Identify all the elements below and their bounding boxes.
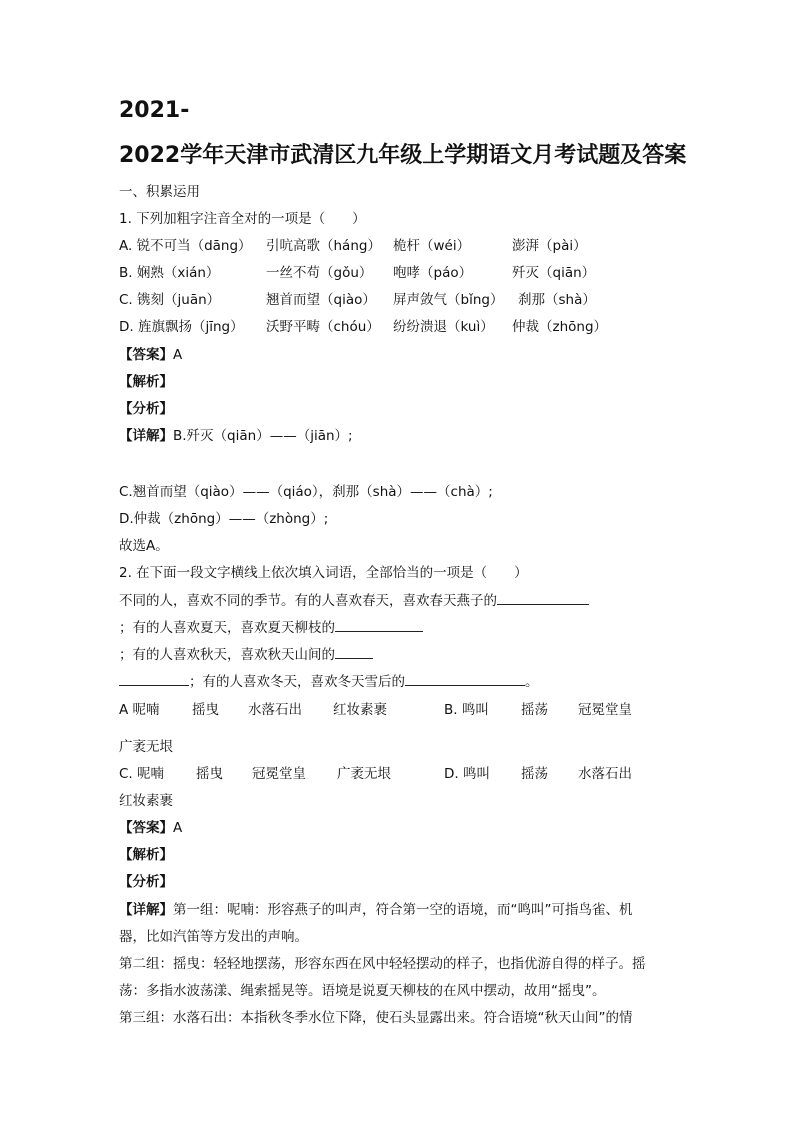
q2-passage-line-1: 不同的人，喜欢不同的季节。有的人喜欢春天，喜欢春天燕子的	[119, 589, 589, 609]
q1-option-b4: 歼灭（qiān）	[512, 265, 596, 281]
q2-passage-line-3: ；有的人喜欢秋天，喜欢秋天山间的	[119, 643, 373, 663]
q1-option-c4: 刹那（shà）	[518, 292, 596, 308]
q1-analysis-tag: 【解析】	[119, 374, 173, 390]
q2-option-d4: 红妆素裹	[119, 793, 173, 809]
q2-option-d3: 水落石出	[578, 766, 632, 782]
q2-option-a2: 摇曳	[192, 702, 219, 718]
q1-option-d3: 纷纷溃退（kuì）	[393, 319, 494, 335]
q1-option-b3: 咆哮（páo）	[393, 265, 473, 281]
q2-option-c4: 广袤无垠	[337, 766, 391, 782]
q1-option-d1: D. 旌旗飘扬（jīng）	[119, 319, 244, 335]
q2-option-b2: 摇荡	[521, 702, 548, 718]
q2-passage-line-2: ；有的人喜欢夏天，喜欢夏天柳枝的	[119, 616, 423, 636]
q2-option-a4: 红妆素裹	[333, 702, 387, 718]
q1-option-c3: 屏声敛气（bǐng）	[393, 292, 504, 308]
fill-blank-3a	[335, 644, 373, 659]
q2-detail-line-1: 【详解】第一组：呢喃：形容燕子的叫声，符合第一空的语境，而“鸣叫”可指鸟雀、机	[119, 902, 633, 918]
q2-option-a1: A 呢喃	[119, 702, 160, 718]
q1-option-d2: 沃野平畴（chóu）	[266, 319, 380, 335]
fill-blank-3b	[119, 671, 189, 686]
q2-stem: 2. 在下面一段文字横线上依次填入词语，全部恰当的一项是（ ）	[119, 565, 528, 581]
q2-option-c2: 摇曳	[196, 766, 223, 782]
q2-option-a3: 水落石出	[248, 702, 302, 718]
q1-fenxi-tag: 【分析】	[119, 401, 173, 417]
q2-option-c3: 冠冕堂皇	[252, 766, 306, 782]
q2-detail-line-4: 荡：多指水波荡漾、绳索摇晃等。语境是说夏天柳枝的在风中摆动，故用“摇曳”。	[119, 983, 606, 999]
q2-detail-line-2: 器，比如汽笛等方发出的声响。	[119, 929, 308, 945]
q1-option-c1: C. 镌刻（juān）	[119, 292, 221, 308]
q1-conclusion: 故选A。	[119, 538, 169, 554]
q2-fenxi-tag: 【分析】	[119, 874, 173, 890]
q2-option-d2: 摇荡	[521, 766, 548, 782]
q2-detail-line-3: 第二组：摇曳：轻轻地摆荡，形容东西在风中轻轻摆动的样子，也指优游自得的样子。摇	[119, 956, 646, 972]
q2-option-c1: C. 呢喃	[119, 766, 165, 782]
q1-option-a2: 引吭高歌（háng）	[266, 238, 381, 254]
fill-blank-1	[497, 590, 589, 605]
q1-option-c2: 翘首而望（qiào）	[266, 292, 376, 308]
title-line-1: 2021-	[119, 98, 190, 123]
q2-option-b4: 广袤无垠	[119, 739, 173, 755]
q1-option-b1: B. 娴熟（xián）	[119, 265, 220, 281]
q1-option-a3: 桅杆（wéi）	[393, 238, 471, 254]
q1-detail-1: 【详解】B.歼灭（qiān）——（jiān）;	[119, 428, 353, 444]
q2-detail-line-5: 第三组：水落石出：本指秋冬季水位下降，使石头显露出来。符合语境“秋天山间”的情	[119, 1010, 633, 1026]
q2-analysis-tag: 【解析】	[119, 847, 173, 863]
q1-option-d4: 仲裁（zhōng）	[512, 319, 608, 335]
fill-blank-4	[405, 671, 525, 686]
q2-answer: 【答案】A	[119, 820, 183, 836]
q1-detail-3: D.仲裁（zhōng）——（zhòng）;	[119, 511, 329, 527]
fill-blank-2	[335, 617, 423, 632]
q1-stem: 1. 下列加粗字注音全对的一项是（ ）	[119, 211, 366, 227]
q1-option-a4: 澎湃（pài）	[512, 238, 587, 254]
q1-option-b2: 一丝不苟（gǒu）	[266, 265, 373, 281]
title-line-2: 2022学年天津市武清区九年级上学期语文月考试题及答案	[119, 143, 687, 168]
q2-option-d1: D. 鸣叫	[444, 766, 490, 782]
q2-option-b1: B. 鸣叫	[444, 702, 489, 718]
section-heading: 一、积累运用	[119, 184, 200, 200]
q1-answer: 【答案】A	[119, 347, 183, 363]
q1-detail-2: C.翘首而望（qiào）——（qiáo），刹那（shà）——（chà）;	[119, 484, 493, 500]
q1-option-a1: A. 锐不可当（dāng）	[119, 238, 252, 254]
q2-option-b3: 冠冕堂皇	[578, 702, 632, 718]
q2-passage-line-4: ；有的人喜欢冬天，喜欢冬天雪后的 。	[119, 670, 539, 690]
